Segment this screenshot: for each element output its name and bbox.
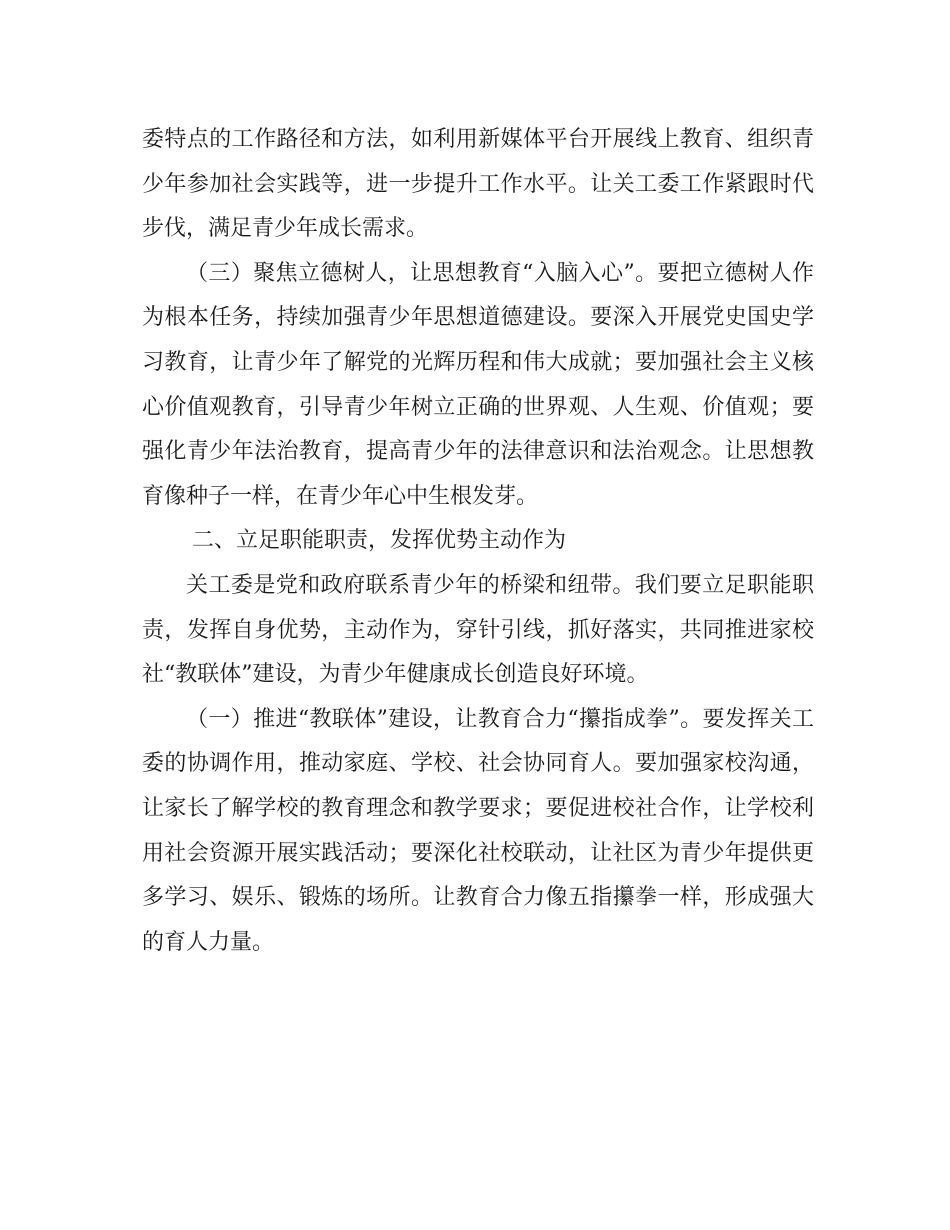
paragraph-section-1: （一）推进“教联体”建设，让教育合力“攥指成拳”。要发挥关工委的协调作用，推动家庭、学校、社会协同育人。要加强家校沟通，让家长了解学校的教育理念和教学要求；要促进校社合作，让学校利用社会资源开展实践活动；要深化社校联动，让社区为青少年提供更多学习、娱乐、锻炼的场所。让教育合力像五指攥拳一样，形成强大的育人力量。 (142, 706, 814, 955)
paragraph-intro: 关工委是党和政府联系青少年的桥梁和纽带。我们要立足职能职责，发挥自身优势，主动作为，穿针引线，抓好落实，共同推进家校社“教联体”建设，为青少年健康成长创造良好环境。 (142, 572, 814, 688)
section-heading-2: 二、立足职能职责，发挥优势主动作为 (192, 528, 567, 554)
paragraph-section-3: （三）聚焦立德树人，让思想教育“入脑入心”。要把立德树人作为根本任务，持续加强青少年思想道德建设。要深入开展党史国史学习教育，让青少年了解党的光辉历程和伟大成就；要加强社会主义核心价值观教育，引导青少年树立正确的世界观、人生观、价值观；要强化青少年法治教育，提高青少年的法律意识和法治观念。让思想教育像种子一样，在青少年心中生根发芽。 (142, 260, 814, 509)
paragraph-continuation: 委特点的工作路径和方法，如利用新媒体平台开展线上教育、组织青少年参加社会实践等，进一步提升工作水平。让关工委工作紧跟时代步伐，满足青少年成长需求。 (142, 127, 814, 242)
document-body (142, 118, 814, 965)
